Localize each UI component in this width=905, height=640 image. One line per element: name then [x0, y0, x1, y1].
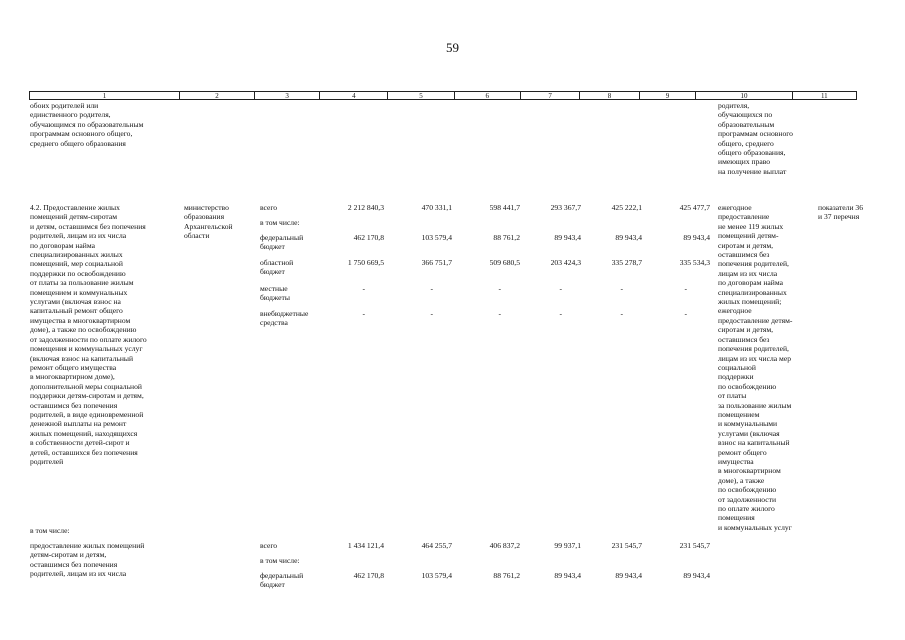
source-label: всего — [260, 203, 278, 212]
responsible-executor: министерство образования Архангельской области — [184, 203, 233, 241]
column-header: 6 — [454, 92, 520, 99]
value-cell: - — [430, 309, 433, 318]
value-cell: 1 434 121,4 — [347, 541, 384, 550]
value-cell: 335 534,3 — [679, 258, 710, 267]
value-cell: 425 477,7 — [679, 203, 710, 212]
source-label: федеральный бюджет — [260, 571, 304, 590]
column-header: 5 — [387, 92, 453, 99]
value-cell: 89 943,4 — [554, 571, 581, 580]
source-label: федеральный бюджет — [260, 233, 304, 252]
source-label: в том числе: — [260, 218, 300, 227]
source-label: внебюджетные средства — [260, 309, 309, 328]
value-cell: 99 937,1 — [554, 541, 581, 550]
value-cell: - — [684, 309, 687, 318]
value-cell: 470 331,1 — [421, 203, 452, 212]
column-header: 3 — [254, 92, 319, 99]
value-cell: - — [362, 309, 365, 318]
value-cell: 425 222,1 — [611, 203, 642, 212]
value-cell: 89 943,4 — [615, 233, 642, 242]
value-cell: 89 943,4 — [683, 233, 710, 242]
value-cell: - — [430, 284, 433, 293]
value-cell: 203 424,3 — [550, 258, 581, 267]
source-label: областной бюджет — [260, 258, 294, 277]
value-cell: 89 943,4 — [554, 233, 581, 242]
value-cell: 462 170,8 — [353, 571, 384, 580]
value-cell: 509 680,5 — [489, 258, 520, 267]
value-cell: - — [620, 309, 623, 318]
task-4-2-text: 4.2. Предоставление жилых помещений детям-сиротам и детям, оставшимся без попечения родителей, лицам из их числа по договорам найма специализированных жилых помещений, мер социальной поддержки по освобождению от платы за пользование жилым помещением и коммунальных услугами (включая взнос на капитальный ремонт общего имущества в многоквартирном доме), а также по освобождению от задолженности по оплате жилого помещения и коммунальных услуг (включая взнос на капитальный ремонт общего имущества в многоквартирном доме), дополнительной меры социальной поддержки детям-сиротам и детям, оставшимся без попечения родителей, в виде единовременной денежной выплаты на ремонт жилых помещений, находящихся в собственности детей-сирот и детей, оставшихся без попечения родителей — [30, 203, 147, 466]
value-cell: - — [559, 309, 562, 318]
value-cell: - — [362, 284, 365, 293]
value-cell: - — [684, 284, 687, 293]
value-cell: 462 170,8 — [353, 233, 384, 242]
column-header: 11 — [792, 92, 856, 99]
column-header: 1 — [102, 92, 107, 100]
value-cell: 103 579,4 — [421, 233, 452, 242]
value-cell: 231 545,7 — [679, 541, 710, 550]
column-header: 2 — [179, 92, 254, 99]
column-header: 7 — [520, 92, 579, 99]
value-cell: 366 751,7 — [421, 258, 452, 267]
value-cell: - — [559, 284, 562, 293]
value-cell: 88 761,2 — [493, 571, 520, 580]
source-label: в том числе: — [260, 556, 300, 565]
source-label: местные бюджеты — [260, 284, 290, 303]
table-header-row — [29, 91, 857, 100]
value-cell: 88 761,2 — [493, 233, 520, 242]
value-cell: 1 750 669,5 — [347, 258, 384, 267]
value-cell: 464 255,7 — [421, 541, 452, 550]
continued-result-text: родителя, обучающихся по образовательным программам основного общего, среднего общего образования, имеющих право на получение выплат — [718, 101, 793, 176]
column-header: 9 — [639, 92, 696, 99]
value-cell: 335 278,7 — [611, 258, 642, 267]
value-cell: 2 212 840,3 — [347, 203, 384, 212]
value-cell: 89 943,4 — [683, 571, 710, 580]
expected-result-text: ежегодное предоставление не менее 119 жилых помещений детям- сиротам и детям, оставшимся без попечения родителей, лицам из их числа по договорам найма специализированных жилых помещений; ежегодное предоставление детям- сиротам и детям, оставшимся без попечения родителей, лицам из их числа мер социальной поддержки по освобождению от платы за пользование жилым помещением и коммунальными услугами (включая взнос на капитальный ремонт общего имущества в многоквартирном доме), а также по освобождению от задолженности по оплате жилого помещения и коммунальных услуг — [718, 203, 793, 532]
value-cell: 89 943,4 — [615, 571, 642, 580]
subtask-text: предоставление жилых помещений детям-сиротам и детям, оставшимся без попечения родителей, лицам из их числа — [30, 541, 145, 579]
value-cell: 103 579,4 — [421, 571, 452, 580]
value-cell: 231 545,7 — [611, 541, 642, 550]
column-header: 4 — [319, 92, 387, 99]
value-cell: 406 837,2 — [489, 541, 520, 550]
column-header: 10 — [695, 92, 791, 99]
value-cell: - — [498, 284, 501, 293]
value-cell: 598 441,7 — [489, 203, 520, 212]
value-cell: - — [620, 284, 623, 293]
column-header: 8 — [579, 92, 638, 99]
including-label: в том числе: — [30, 526, 70, 535]
page-number: 59 — [446, 40, 459, 55]
value-cell: 293 367,7 — [550, 203, 581, 212]
continued-task-text: обоих родителей или единственного родителя, обучающимся по образовательным программам основного общего, среднего общего образования — [30, 101, 144, 148]
indicators-link: показатели 36 и 37 перечня — [818, 203, 864, 222]
source-label: всего — [260, 541, 278, 550]
value-cell: - — [498, 309, 501, 318]
